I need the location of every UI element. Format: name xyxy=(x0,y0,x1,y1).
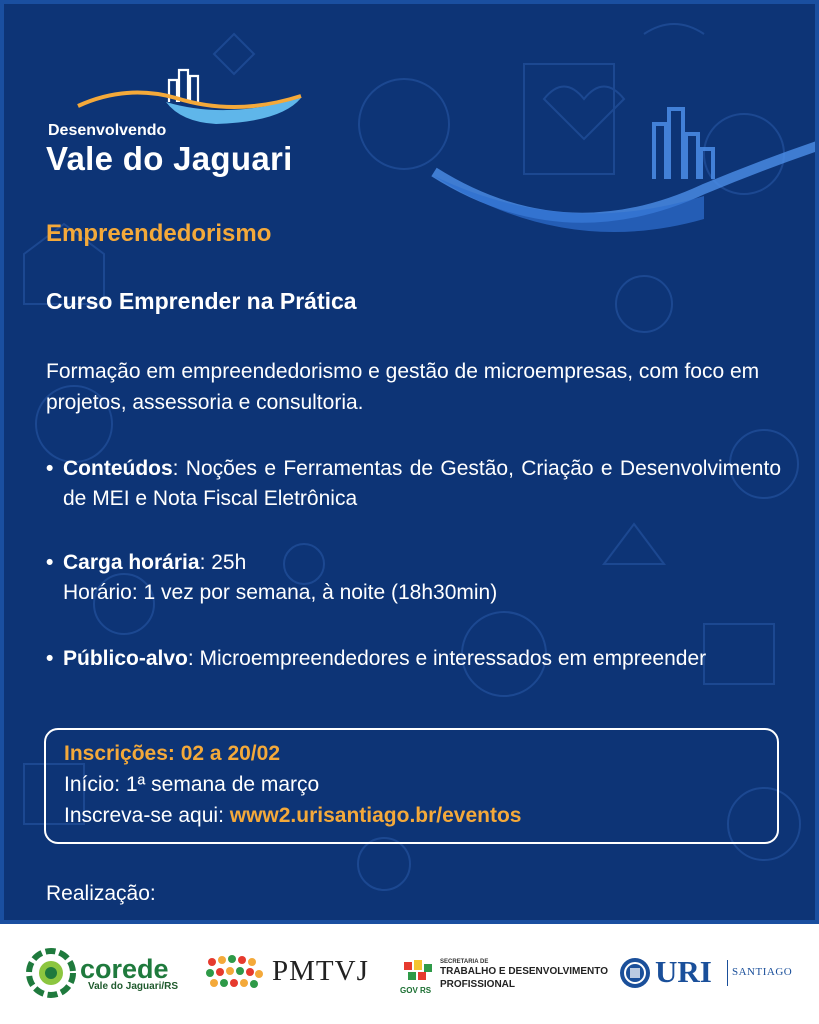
secretaria-line2: PROFISSIONAL xyxy=(440,979,516,990)
course-title: Curso Emprender na Prática xyxy=(46,288,357,314)
bullet-label: Conteúdos xyxy=(63,457,173,480)
corede-region: Vale do Jaguari/RS xyxy=(88,981,179,992)
bullet-dot: • xyxy=(46,647,54,670)
logo-subtitle: Desenvolvendo xyxy=(48,122,167,139)
uri-campus: SANTIAGO xyxy=(732,966,793,978)
bullet-carga-horaria xyxy=(46,548,781,608)
logo-title: Vale do Jaguari xyxy=(46,140,293,177)
registration-box xyxy=(44,728,779,844)
registration-label: Inscrições xyxy=(64,742,168,765)
schedule-text: Horário: 1 vez por semana, à noite (18h30min) xyxy=(63,581,498,604)
realizacao-label: Realização: xyxy=(46,882,156,905)
bullet-text: : Noções e Ferramentas de Gestão, Criação e Desenvolvimento de MEI e Nota Fiscal Eletrônica xyxy=(63,457,781,510)
secretaria-line1: TRABALHO E DESENVOLVIMENTO xyxy=(440,966,608,977)
bullet-text: : Microempreendedores e interessados em empreender xyxy=(187,647,707,670)
start-date: Início: 1ª semana de março xyxy=(64,773,320,796)
corede-name: corede xyxy=(80,954,169,984)
secretaria-small: SECRETARIA DE xyxy=(440,959,489,965)
bullet-label: Público-alvo xyxy=(63,647,188,670)
section-tag: Empreendedorismo xyxy=(46,220,272,247)
bullet-label: Carga horária xyxy=(63,551,200,574)
bullet-text: : 25h xyxy=(199,551,247,574)
pmtvj-logo-icon xyxy=(204,952,264,994)
bullet-dot: • xyxy=(46,457,54,480)
registration-dates: : 02 a 20/02 xyxy=(167,742,280,765)
corede-logo-icon xyxy=(24,946,78,1000)
course-description: Formação em empreendedorismo e gestão de microempresas, com foco em projetos, assessoria e consultoria. xyxy=(46,360,760,414)
sponsors-bar xyxy=(0,924,819,1024)
bullet-dot: • xyxy=(46,551,54,574)
register-link[interactable]: www2.urisantiago.br/eventos xyxy=(229,804,522,827)
register-label: Inscreva-se aqui: xyxy=(64,804,230,827)
govrs-logo-icon xyxy=(402,958,436,984)
pmtvj-name: PMTVJ xyxy=(272,955,369,987)
bullet-publico-alvo xyxy=(46,644,781,674)
uri-seal-icon xyxy=(618,956,652,990)
govrs-label: GOV RS xyxy=(400,986,432,995)
uri-divider xyxy=(727,960,728,986)
uri-name: URI xyxy=(655,954,712,989)
bullet-conteudos xyxy=(46,454,781,514)
